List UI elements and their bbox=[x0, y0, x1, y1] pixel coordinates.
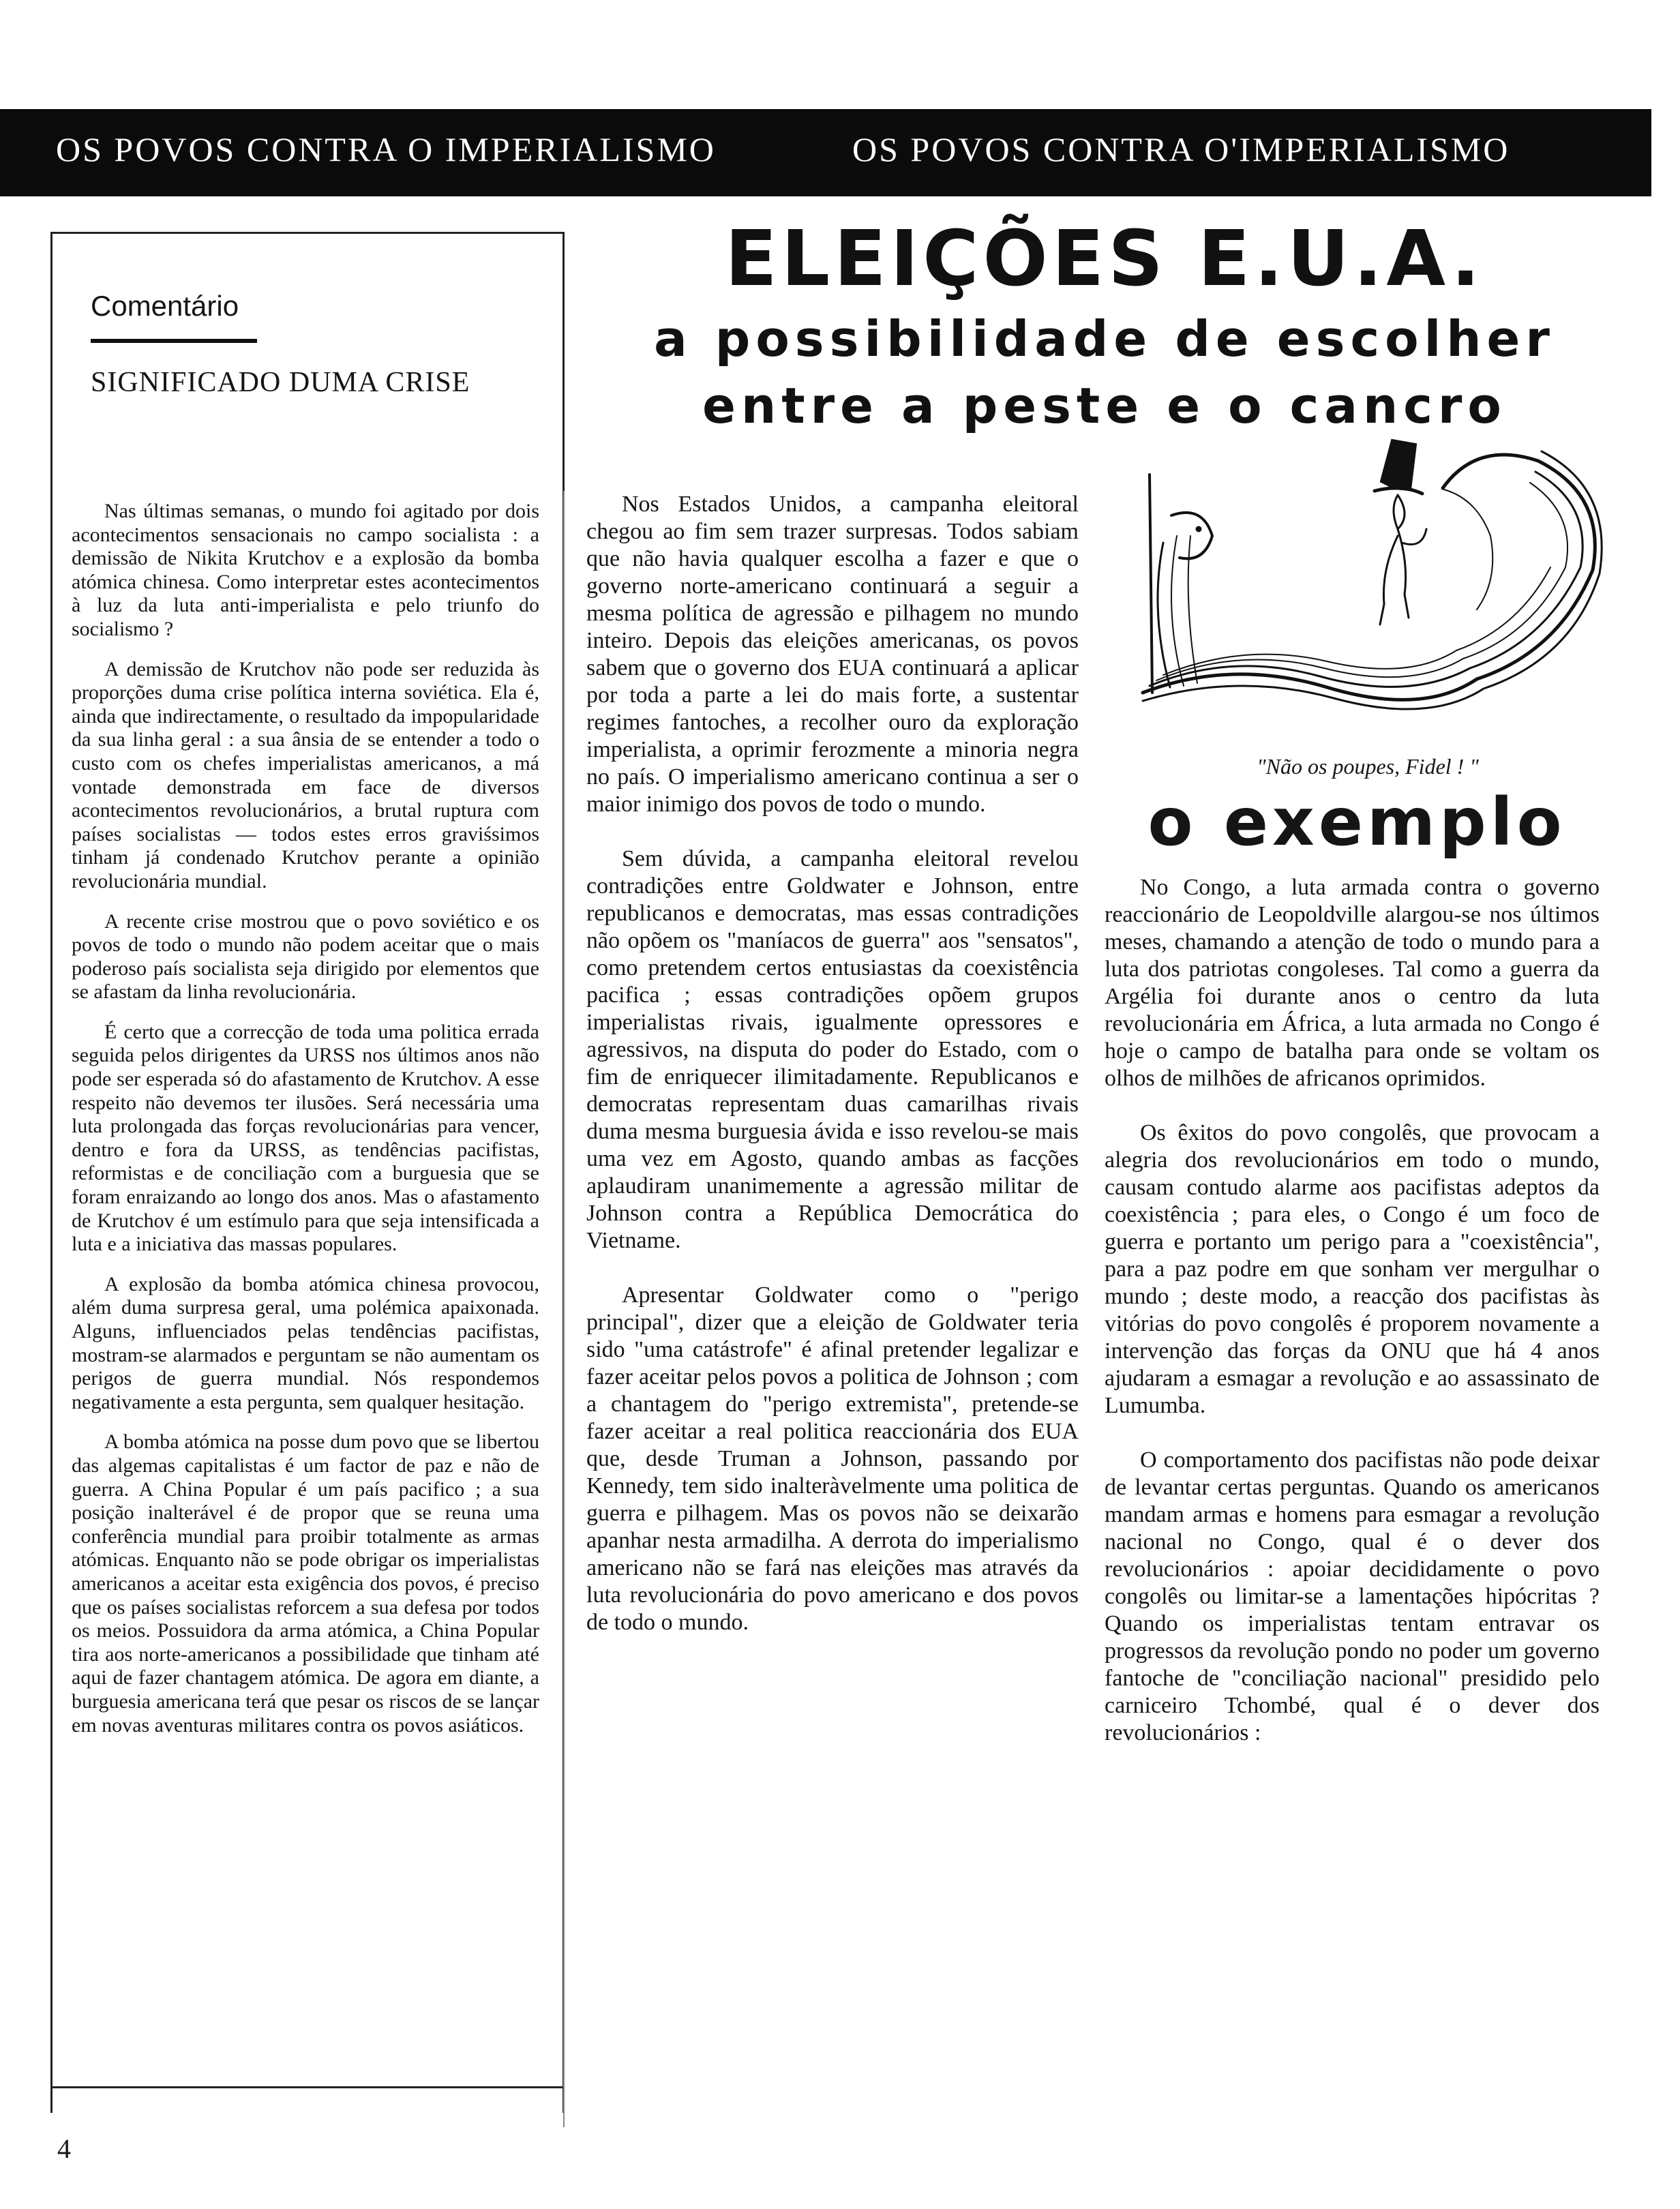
article-paragraph: O comportamento dos pacifistas não pode deixar de levantar certas perguntas. Quando os americanos mandam armas e homens para esmagar a revolução nacional no Congo, qual é o dever dos revolucionários : apoiar decididamente o povo congolês ou limitar-se a lamentações hipócritas ? Quando os imperialistas tentam entravar os progressos da revolução pondo no poder um governo fantoche de "conciliação nacional" presidido pelo carniceiro Tchombé, qual é o dever dos revolucionários : bbox=[1105, 1447, 1600, 1745]
article-paragraph: Sem dúvida, a campanha eleitoral revelou contradições entre Goldwater e Johnson, entre republicanos e democratas, mas essas contradições não opõem os "maníacos de guerra" aos "sensatos", como pretendem certos entusiastas da coexistência pacifica ; essas contradições opõem grupos imperialistas rivais, igualmente opressores e agressivos, na disputa do poder do Estado, com o fim de enriquecer ilimitadamente. Republicanos e democratas representam duas camarilhas rivais duma mesma burguesia ávida e isso revelou-se mais uma vez em Agosto, quando ambas as facções aplaudiram unanimemente a agressão militar de Johnson contra a República Democrática do Vietname. bbox=[586, 846, 1079, 1253]
commentary-paragraph: É certo que a correcção de toda uma politica errada seguida pelos dirigentes da URSS nos últimos anos não pode ser esperada só do afastamento de Krutchov. A esse respeito não devemos ter ilusões. Será necessária uma luta prolongada das forças revolucionárias para vencer, dentro e fora da URSS, as tendências pacifistas, reformistas e de conciliação com a burguesia que se foram enraizando ao longo dos anos. Mas o afastamento de Krutchov é um estímulo para que seja intensificada a luta e a iniciativa das massas populares. bbox=[72, 1020, 539, 1256]
column-divider bbox=[563, 491, 565, 2127]
page-number: 4 bbox=[57, 2133, 71, 2164]
article-paragraph: Nos Estados Unidos, a campanha eleitoral chegou ao fim sem trazer surpresas. Todos sabiam que não havia qualquer escolha a fazer e que o governo norte-americano continuará a seguir a mesma política de agressão e pilhagem no mundo inteiro. Depois das eleições americanas, os povos sabem que o governo dos EUA continuará a aplicar por toda a parte a lei do mais forte, a sustentar regimes fantoches, a recolher ouro da exploração imperialista, a oprimir ferozmente a minoria negra no país. O imperialismo americano continua a ser o maior inimigo dos povos de todo o mundo. bbox=[586, 492, 1079, 817]
commentary-paragraph: Nas últimas semanas, o mundo foi agitado por dois acontecimentos sensacionais no campo socialista : a demissão de Nikita Krutchov e a explosão da bomba atómica chinesa. Como interpretar estes acontecimentos à luz da luta anti-imperialista e pelo triunfo do socialismo ? bbox=[72, 500, 539, 640]
commentary-paragraph: A recente crise mostrou que o povo soviético e os povos de todo o mundo não podem aceitar que o mais poderoso país socialista seja dirigido por elementos que se afastam da linha revolucionária. bbox=[72, 910, 539, 1004]
commentary-paragraph: A explosão da bomba atómica chinesa provocou, além duma surpresa geral, uma polémica apaixonada. Alguns, influenciados pelas tendências pacifistas, mostram-se alarmados e perguntam se não aumentam os perigos de guerra mundial. Nós respondemos negativamente a esta pergunta, sem qualquer hesitação. bbox=[72, 1272, 539, 1413]
commentary-kicker: Comentário bbox=[91, 290, 239, 322]
headline-line-2: a possibilidade de escolher bbox=[654, 310, 1555, 367]
kicker-underline bbox=[91, 339, 257, 343]
cartoon-illustration bbox=[1122, 434, 1613, 734]
commentary-title: SIGNIFICADO DUMA CRISE bbox=[91, 367, 470, 398]
commentary-body bbox=[72, 500, 539, 1754]
banner-title-left: OS POVOS CONTRA O IMPERIALISMO bbox=[56, 130, 716, 168]
commentary-box bbox=[50, 232, 565, 2113]
election-article-body bbox=[586, 491, 1079, 1664]
commentary-box-bottom-rule bbox=[50, 2086, 565, 2088]
article-paragraph: No Congo, a luta armada contra o governo reaccionário de Leopoldville alargou-se nos últimos meses, chamando a atenção de todo o mundo para a luta dos patriotas congoleses. Tal como a guerra da Argélia foi durante anos o centro da luta revolucionária em África, a luta armada no Congo é hoje o campo de batalha para onde se voltam os olhos de milhões de africanos oprimidos. bbox=[1105, 875, 1600, 1091]
section-banner bbox=[0, 109, 1651, 196]
headline-line-3: entre a peste e o cancro bbox=[702, 377, 1507, 434]
commentary-paragraph: A demissão de Krutchov não pode ser reduzida às proporções duma crise política interna soviética. Ela é, ainda que indirectamente, o resultado da impopularidade da sua linha geral : a sua ânsia de se entender a todo o custo com os chefes imperialistas americanos, a má vontade demonstrada em face de diversos acontecimentos revolucionários, a brutal ruptura com países socialistas — todos estes erros graviśsimos tinham já condenado Krutchov perante a opinião revolucionária mundial. bbox=[72, 657, 539, 892]
banner-title-right: OS POVOS CONTRA O'IMPERIALISMO bbox=[852, 130, 1510, 168]
section-heading: o exemplo bbox=[1148, 784, 1566, 860]
congo-article-body bbox=[1105, 874, 1600, 1774]
cartoon-caption: "Não os poupes, Fidel ! " bbox=[1257, 754, 1479, 779]
headline-line-1: ELEIÇÕES E.U.A. bbox=[725, 215, 1484, 303]
article-paragraph: Os êxitos do povo congolês, que provocam a alegria dos revolucionários em todo o mundo, causam contudo alarme aos pacifistas adeptos da coexistência ; para eles, o Congo é um foco de guerra e portanto um perigo para a "coexistência", para a paz podre em que sonham ver mergulhar o mundo ; deste modo, a reacção dos pacifistas às vitórias do povo congolês é proporem novamente a intervenção das forças da ONU que há 4 anos ajudaram a esmagar a revolução e ao assassinato de Lumumba. bbox=[1105, 1120, 1600, 1418]
article-paragraph: Apresentar Goldwater como o "perigo principal", dizer que a eleição de Goldwater teria sido "uma catástrofe" é afinal pretender legalizar e fazer aceitar pelos povos a politica de Johnson ; com a chantagem do "perigo extremista", pretende-se fazer aceitar a real politica reaccionária dos EUA que, desde Truman a Johnson, passando por Kennedy, tem sido inalteràvelmente uma politica de guerra e pilhagem. Mas os povos não se deixarão apanhar nesta armadilha. A derrota do imperialismo americano não se fará nas eleições mas através da luta revolucionária do povo americano e dos povos de todo o mundo. bbox=[586, 1282, 1079, 1635]
commentary-paragraph: A bomba atómica na posse dum povo que se libertou das algemas capitalistas é um factor de paz e não de guerra. A China Popular é um país pacifico ; a sua posição inalterável é de propor que se reuna uma conferência mundial para proibir totalmente as armas atómicas. Enquanto não se pode obrigar os imperialistas americanos a aceitar esta exigência dos povos, é preciso que os países socialistas reforcem a sua defesa por todos os meios. Possuidora da arma atómica, a China Popular tira aos norte-americanos a possibilidade que tinham até aqui de fazer chantagem atómica. De agora em diante, a burguesia americana terá que pesar os riscos de se lançar em novas aventuras militares contra os povos asiáticos. bbox=[72, 1430, 539, 1737]
main-headline bbox=[573, 215, 1636, 439]
